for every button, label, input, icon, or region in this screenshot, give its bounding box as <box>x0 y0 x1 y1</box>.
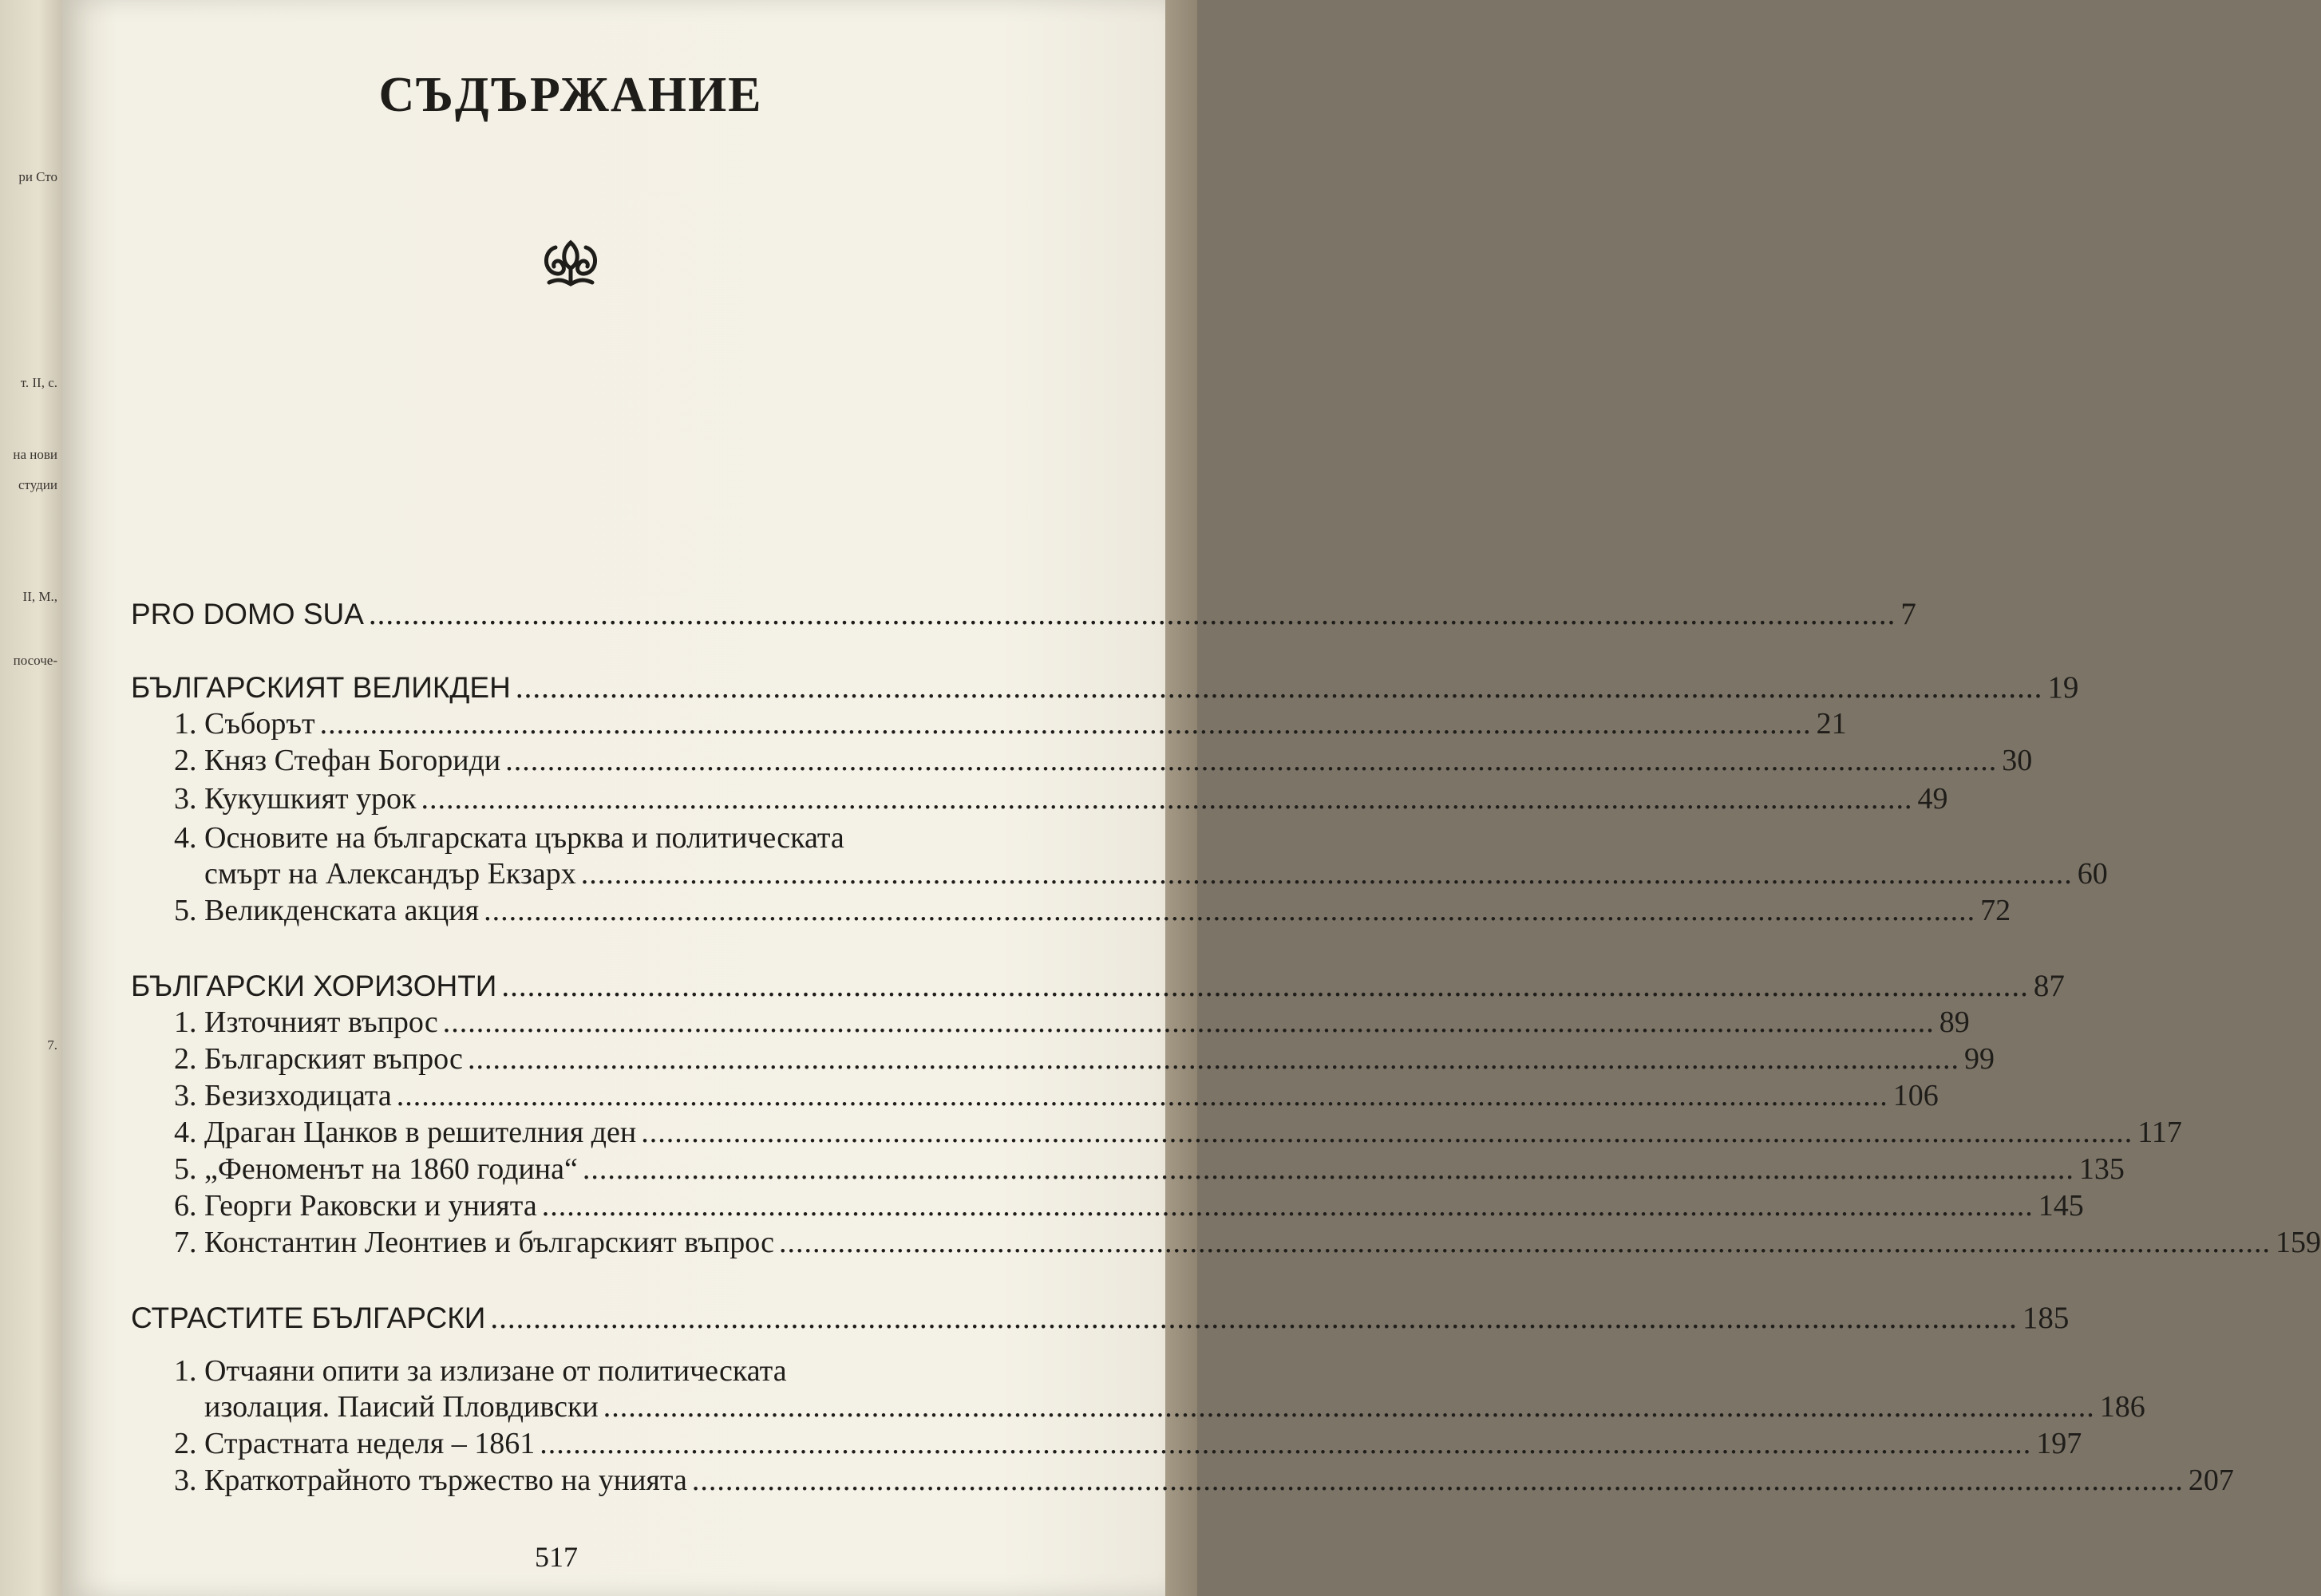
toc-entry-label: Княз Стефан Богориди <box>204 744 501 777</box>
dot-leader: .................................................................................................................................................................................. <box>779 1226 2272 1259</box>
toc-entry[interactable] <box>204 1390 2145 1424</box>
dot-leader: .................................................................................................................................................................................. <box>467 1042 1959 1076</box>
toc-section-label: СТРАСТИТЕ БЪЛГАРСКИ <box>131 1302 486 1334</box>
toc-entry-page: 99 <box>1963 1042 1995 1076</box>
toc-entry-page: 30 <box>2002 744 2033 777</box>
left-page-fragment: на нови <box>13 447 57 462</box>
dot-leader: .................................................................................................................................................................................. <box>691 1464 2184 1497</box>
toc-entry[interactable] <box>174 1152 2125 1186</box>
toc-entry-index: 3. <box>174 782 197 816</box>
toc-section[interactable] <box>131 969 2065 1003</box>
toc-entry[interactable] <box>174 1427 2082 1460</box>
toc-entry-label: Георги Раковски и унията <box>204 1189 537 1223</box>
toc-section[interactable] <box>131 1301 2070 1335</box>
dot-leader: .................................................................................................................................................................................. <box>603 1390 2095 1424</box>
toc-entry-label: Съборът <box>204 707 315 741</box>
toc-entry[interactable] <box>174 744 2033 777</box>
dot-leader: .................................................................................................................................................................................. <box>582 1152 2074 1186</box>
dot-leader: .................................................................................................................................................................................. <box>505 744 1998 777</box>
toc-entry-page: 89 <box>1939 1005 1970 1039</box>
toc-entry-page: 106 <box>1892 1079 1939 1112</box>
dot-leader: .................................................................................................................................................................................. <box>541 1189 2034 1223</box>
toc-entry[interactable] <box>174 782 1948 816</box>
page-title: СЪДЪРЖАНИЕ <box>378 68 763 122</box>
dot-leader: .................................................................................................................................................................................. <box>490 1301 2018 1335</box>
toc-entry-index: 2. <box>174 1427 197 1460</box>
toc-section-page: 19 <box>2047 670 2079 705</box>
toc-entry[interactable] <box>174 1042 1995 1076</box>
toc-entry[interactable] <box>174 1189 2084 1223</box>
toc-entry-index: 3. <box>174 1464 197 1497</box>
toc-entry-page: 60 <box>2077 857 2108 891</box>
toc-entry-label: Драган Цанков в решителния ден <box>204 1116 637 1149</box>
toc-entry-page: 21 <box>1816 707 1847 741</box>
toc-entry-index: 1. <box>174 1354 197 1388</box>
toc-entry-label-cont: смърт на Александър Екзарх <box>204 857 576 891</box>
toc-entry-label: Великденската акция <box>204 894 480 927</box>
toc-entry-index: 5. <box>174 894 197 927</box>
toc-entry-label: PRO DOMO SUA <box>131 598 364 630</box>
toc-entry-page: 49 <box>1917 782 1948 816</box>
toc-entry-page: 117 <box>2137 1116 2182 1149</box>
dot-leader: .................................................................................................................................................................................. <box>396 1079 1888 1112</box>
toc-entry[interactable] <box>174 894 2011 927</box>
dot-leader: .................................................................................................................................................................................. <box>540 1427 2032 1460</box>
dot-leader: .................................................................................................................................................................................. <box>515 670 2043 705</box>
toc-entry-label: Безизходицата <box>204 1079 392 1112</box>
toc-section-page: 87 <box>2033 969 2065 1003</box>
toc-entry-index: 2. <box>174 744 197 777</box>
toc-entry-index: 1. <box>174 1005 197 1039</box>
ornament-icon <box>538 236 603 289</box>
left-page-fragment: 7. <box>47 1037 57 1053</box>
toc-entry-page: 197 <box>2036 1427 2082 1460</box>
toc-entry[interactable] <box>204 857 2108 891</box>
toc-entry-first-line <box>174 1353 787 1389</box>
toc-entry-page: 186 <box>2099 1390 2145 1424</box>
toc-section-page: 185 <box>2022 1301 2070 1335</box>
toc-section[interactable] <box>131 670 2079 705</box>
toc-entry-index: 2. <box>174 1042 197 1076</box>
toc-entry[interactable] <box>174 1226 2321 1259</box>
left-page-fragment: студии <box>18 477 57 492</box>
toc-entry[interactable] <box>174 707 1847 741</box>
toc-entry-label: Страстната неделя – 1861 <box>204 1427 536 1460</box>
left-page-edge <box>0 0 64 1596</box>
toc-entry-index: 4. <box>174 821 197 855</box>
left-page-fragment: ри Сто <box>18 169 57 184</box>
left-page-fragment: т. II, с. <box>20 375 57 390</box>
toc-section-label: БЪЛГАРСКИЯТ ВЕЛИКДЕН <box>131 671 511 704</box>
toc-entry-index: 3. <box>174 1079 197 1112</box>
toc-entry-label: „Феноменът на 1860 година“ <box>204 1152 578 1186</box>
toc-entry-index: 6. <box>174 1189 197 1223</box>
left-page-fragment: посоче- <box>13 653 57 668</box>
toc-entry-index: 5. <box>174 1152 197 1186</box>
left-page-fragment: II, М., <box>22 589 57 604</box>
toc-entry[interactable] <box>174 1079 1939 1112</box>
dot-leader: .................................................................................................................................................................................. <box>442 1005 1935 1039</box>
toc-entry-index: 1. <box>174 707 197 741</box>
toc-section-label: БЪЛГАРСКИ ХОРИЗОНТИ <box>131 970 497 1002</box>
toc-entry-index: 7. <box>174 1226 197 1259</box>
toc-entry-first-line <box>174 820 844 855</box>
dot-leader: .................................................................................................................................................................................. <box>501 969 2029 1003</box>
toc-entry-label: Източният въпрос <box>204 1005 438 1039</box>
dot-leader: .................................................................................................................................................................................. <box>319 707 1812 741</box>
dot-leader: .................................................................................................................................................................................. <box>580 857 2073 891</box>
toc-entry[interactable] <box>131 597 1916 631</box>
dot-leader: .................................................................................................................................................................................. <box>421 782 1913 816</box>
toc-entry-page: 207 <box>2188 1464 2234 1497</box>
toc-entry[interactable] <box>174 1116 2182 1149</box>
toc-entry-label: Основите на българската църква и политическата <box>204 821 844 855</box>
dot-leader: .................................................................................................................................................................................. <box>368 597 1896 631</box>
toc-entry-page: 159 <box>2276 1226 2321 1259</box>
toc-entry-label-cont: изолация. Паисий Пловдивски <box>204 1390 599 1424</box>
dot-leader: .................................................................................................................................................................................. <box>484 894 1976 927</box>
dot-leader: .................................................................................................................................................................................. <box>641 1116 2133 1149</box>
toc-entry-label: Българският въпрос <box>204 1042 463 1076</box>
toc-entry[interactable] <box>174 1464 2234 1497</box>
toc-entry-page: 135 <box>2078 1152 2125 1186</box>
toc-entry-page: 72 <box>1980 894 2011 927</box>
page-number: 517 <box>535 1541 578 1573</box>
toc-entry-index: 4. <box>174 1116 197 1149</box>
toc-entry-label: Отчаяни опити за излизане от политическата <box>204 1354 787 1388</box>
toc-entry-label: Краткотрайното тържество на унията <box>204 1464 687 1497</box>
toc-entry-label: Константин Леонтиев и българският въпрос <box>204 1226 775 1259</box>
toc-entry-page: 7 <box>1900 597 1916 631</box>
toc-entry[interactable] <box>174 1005 1970 1039</box>
toc-entry-label: Кукушкият урок <box>204 782 417 816</box>
toc-entry-page: 145 <box>2038 1189 2084 1223</box>
